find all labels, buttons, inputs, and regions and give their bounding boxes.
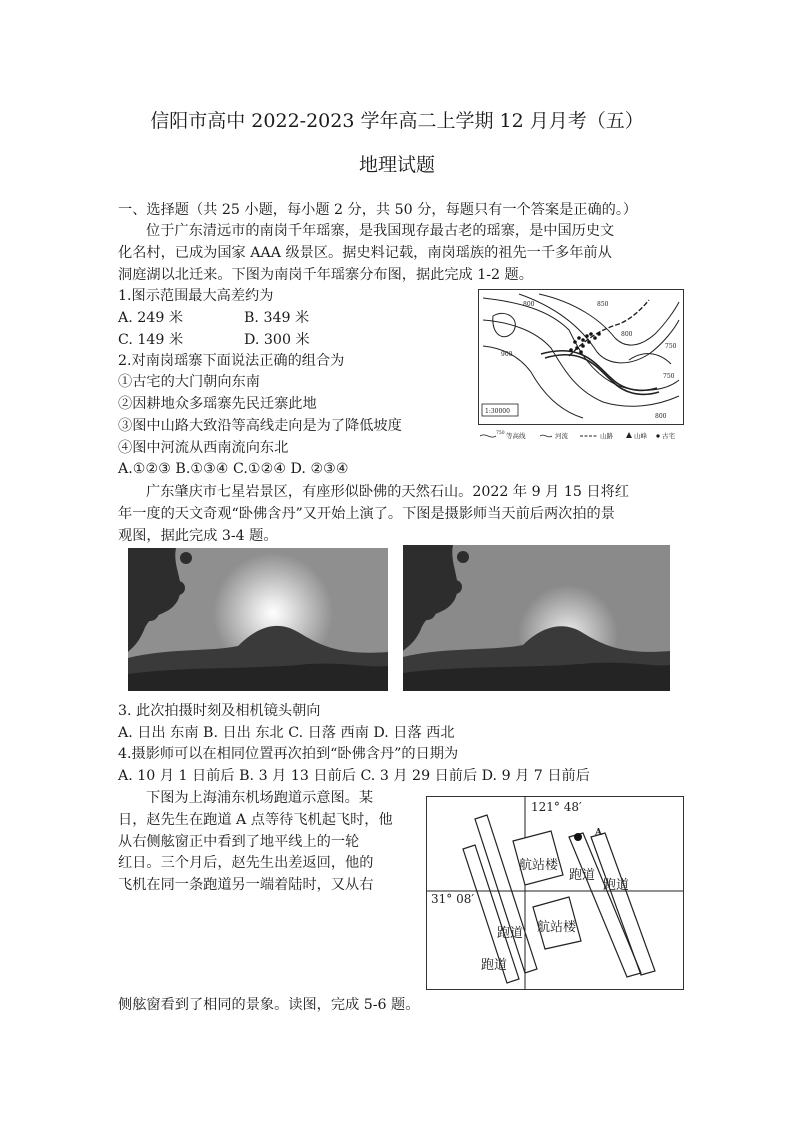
option-c: C. 149 米 (118, 332, 184, 348)
statement-1: ①古宅的大门朝向东南 (118, 374, 260, 390)
airport-map-drawing (427, 797, 683, 989)
text-line: 侧舷窗看到了相同的景象。读图，完成 5-6 题。 (118, 997, 420, 1013)
text-line: 从右侧舷窗正中看到了地平线上的一轮 (118, 834, 360, 850)
text-line: 洞庭湖以北迁来。下图为南岗千年瑶寨分布图，据此完成 1-2 题。 (118, 267, 533, 283)
options-line: A.①②③ B.①③④ C.①②④ D. ②③④ (118, 461, 349, 477)
section-heading: 一、选择题（共 25 小题，每小题 2 分，共 50 分，每题只有一个答案是正确的。） (118, 202, 638, 218)
text-line: 红日。三个月后，赵先生出差返回，他的 (118, 855, 374, 871)
contour-label: 850 (597, 301, 609, 308)
latitude-label: 31° 08′ (431, 892, 475, 906)
text-line: 化名村，已成为国家 AAA 级景区。据史料记载，南岗瑶族的祖先一千多年前从 (118, 245, 612, 261)
longitude-label: 121° 48′ (531, 800, 582, 814)
question-stem: 4.摄影师可以在相同位置再次拍到“卧佛含丹”的日期为 (118, 746, 459, 762)
options-line: A. 10 月 1 日前后 B. 3 月 13 日前后 C. 3 月 29 日前后 D. 9 月 7 日前后 (118, 768, 590, 784)
photo-1-drawing (128, 548, 388, 691)
option-a: A. 249 米 (118, 310, 184, 326)
question-stem: 2.对南岗瑶寨下面说法正确的组合为 (118, 353, 345, 369)
text-line: 位于广东清远市的南岗千年瑶寨，是我国现存最古老的瑶寨，是中国历史文 (146, 223, 615, 239)
page-title: 信阳市高中 2022-2023 学年高二上学期 12 月月考（五） (150, 110, 644, 132)
contour-map-drawing (479, 290, 683, 424)
text-line: 广东肇庆市七星岩景区，有座形似卧佛的天然石山。2022 年 9 月 15 日将红 (146, 484, 629, 500)
option-d: D. 300 米 (244, 332, 310, 348)
page-subtitle: 地理试题 (358, 154, 435, 176)
contour-map (478, 289, 684, 425)
landscape-photo-1 (128, 548, 388, 691)
text-line: 飞机在同一条跑道另一端着陆时，又从右 (118, 877, 374, 893)
contour-label: 800 (655, 413, 667, 420)
statement-4: ④图中河流从西南流向东北 (118, 440, 289, 456)
airport-runway-map (426, 796, 684, 990)
runway-label: 跑道 (481, 958, 508, 973)
legend-contour-label: 等高线 (506, 432, 526, 440)
contour-label: 800 (621, 331, 633, 338)
legend-contour-value: 750 (496, 431, 505, 436)
statement-2: ②因耕地众多瑶寨先民迁寨此地 (118, 396, 317, 412)
runway-label: 跑道 (497, 926, 524, 941)
legend-river-label: 河流 (555, 432, 568, 440)
legend-drawing (478, 428, 684, 442)
contour-label: 750 (665, 343, 677, 350)
contour-map-legend (478, 427, 684, 441)
photo-2-drawing (403, 545, 670, 691)
terminal-label: 航站楼 (519, 858, 559, 873)
option-b: B. 349 米 (244, 310, 310, 326)
legend-house-label: 古宅 (662, 432, 675, 440)
question-stem: 3. 此次拍摄时刻及相机镜头朝向 (118, 703, 321, 719)
options-line: A. 日出 东南 B. 日出 东北 C. 日落 西南 D. 日落 西北 (118, 725, 455, 741)
text-line: 日，赵先生在跑道 A 点等待飞机起飞时，他 (118, 812, 393, 828)
text-line: 年一度的天文奇观“卧佛含丹”又开始上演了。下图是摄影师当天前后两次拍的景 (118, 506, 615, 522)
contour-label: 750 (663, 373, 675, 380)
statement-3: ③图中山路大致沿等高线走向是为了降低坡度 (118, 418, 402, 434)
contour-label: 800 (523, 301, 535, 308)
legend-road-label: 山路 (600, 432, 613, 440)
text-line: 观图，据此完成 3-4 题。 (118, 528, 278, 544)
legend-peak-label: 山峰 (634, 432, 647, 440)
contour-label: 900 (501, 351, 513, 358)
text-line: 下图为上海浦东机场跑道示意图。某 (146, 790, 374, 806)
runway-label: 跑道 (603, 878, 630, 893)
map-scale: 1:30000 (485, 408, 510, 415)
landscape-photo-2 (403, 545, 670, 691)
runway-label: 跑道 (569, 868, 596, 883)
question-stem: 1.图示范围最大高差约为 (118, 288, 274, 304)
terminal-label: 航站楼 (537, 920, 577, 935)
point-a-label: A (595, 828, 602, 838)
